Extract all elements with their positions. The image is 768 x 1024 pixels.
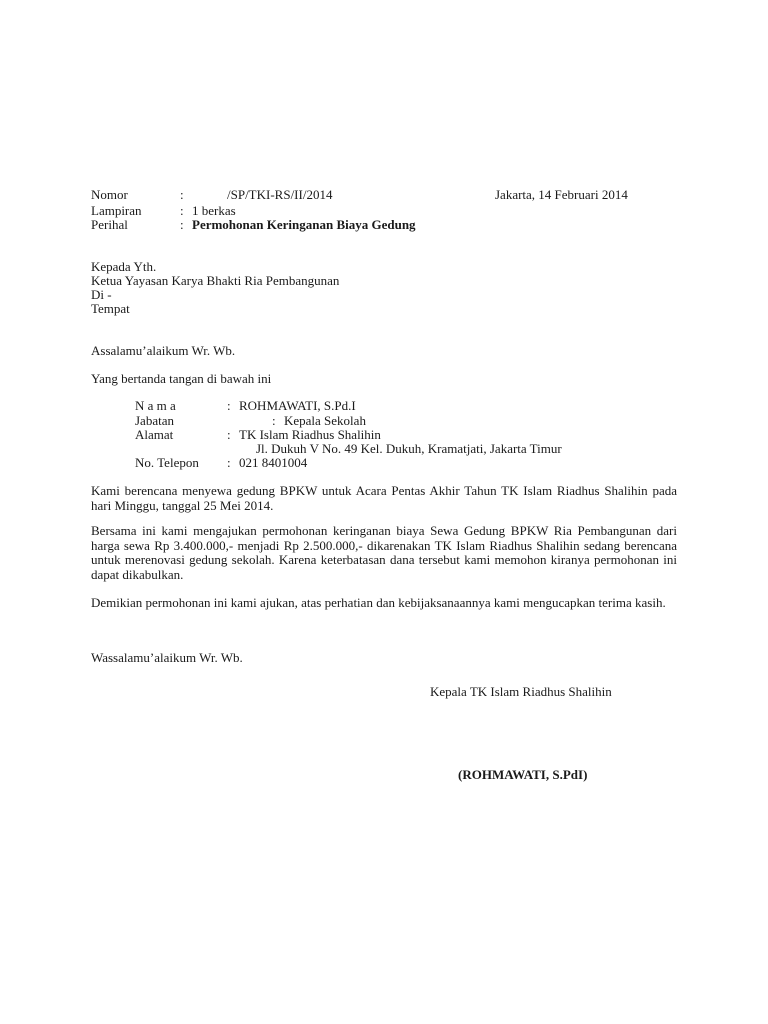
jabatan-value: Kepala Sekolah bbox=[284, 413, 366, 428]
lampiran-label: Lampiran bbox=[91, 203, 142, 218]
signature-name: (ROHMAWATI, S.PdI) bbox=[458, 767, 588, 782]
nama-label: N a m a bbox=[135, 398, 176, 413]
jabatan-label: Jabatan bbox=[135, 413, 174, 428]
nama-colon: : bbox=[227, 398, 231, 413]
closing-greeting: Wassalamu’alaikum Wr. Wb. bbox=[91, 650, 243, 665]
alamat-value-1: TK Islam Riadhus Shalihin bbox=[239, 427, 381, 442]
nomor-value: /SP/TKI-RS/II/2014 bbox=[227, 187, 333, 202]
lampiran-value: 1 berkas bbox=[192, 203, 236, 218]
intro-line: Yang bertanda tangan di bawah ini bbox=[91, 371, 272, 386]
perihal-colon: : bbox=[180, 217, 184, 232]
telepon-label: No. Telepon bbox=[135, 455, 199, 470]
nomor-label: Nomor bbox=[91, 187, 128, 202]
perihal-label: Perihal bbox=[91, 217, 128, 232]
recipient-line-3: Di - bbox=[91, 287, 112, 302]
nama-value: ROHMAWATI, S.Pd.I bbox=[239, 398, 356, 413]
telepon-colon: : bbox=[227, 455, 231, 470]
signature-title: Kepala TK Islam Riadhus Shalihin bbox=[430, 684, 612, 699]
alamat-value-2: Jl. Dukuh V No. 49 Kel. Dukuh, Kramatjati, Jakarta Timur bbox=[256, 441, 562, 456]
body-paragraph-2: Bersama ini kami mengajukan permohonan keringanan biaya Sewa Gedung BPKW Ria Pembangunan dari harga sewa Rp 3.400.000,- menjadi Rp 2.500.000,- dikarenakan TK Islam Riadhus Shalihin sedang berencana untuk merenovasi gedung sekolah. Karena keterbatasan dana tersebut kami memohon kiranya permohonan ini dapat dikabulkan. bbox=[91, 523, 677, 582]
recipient-line-1: Kepada Yth. bbox=[91, 259, 157, 274]
greeting: Assalamu’alaikum Wr. Wb. bbox=[91, 343, 236, 358]
telepon-value: 021 8401004 bbox=[239, 455, 308, 470]
alamat-label: Alamat bbox=[135, 427, 174, 442]
body-paragraph-3: Demikian permohonan ini kami ajukan, atas perhatian dan kebijaksanaannya kami mengucapkan terima kasih. bbox=[91, 595, 666, 610]
perihal-value: Permohonan Keringanan Biaya Gedung bbox=[192, 217, 416, 232]
lampiran-colon: : bbox=[180, 203, 184, 218]
body-paragraph-1: Kami berencana menyewa gedung BPKW untuk Acara Pentas Akhir Tahun TK Islam Riadhus Shalihin pada hari Minggu, tanggal 25 Mei 2014. bbox=[91, 483, 677, 513]
alamat-colon: : bbox=[227, 427, 231, 442]
recipient-line-4: Tempat bbox=[91, 301, 130, 316]
jabatan-colon: : bbox=[272, 413, 276, 428]
recipient-line-2: Ketua Yayasan Karya Bhakti Ria Pembangunan bbox=[91, 273, 340, 288]
letter-date: Jakarta, 14 Februari 2014 bbox=[495, 187, 628, 202]
nomor-colon: : bbox=[180, 187, 184, 202]
